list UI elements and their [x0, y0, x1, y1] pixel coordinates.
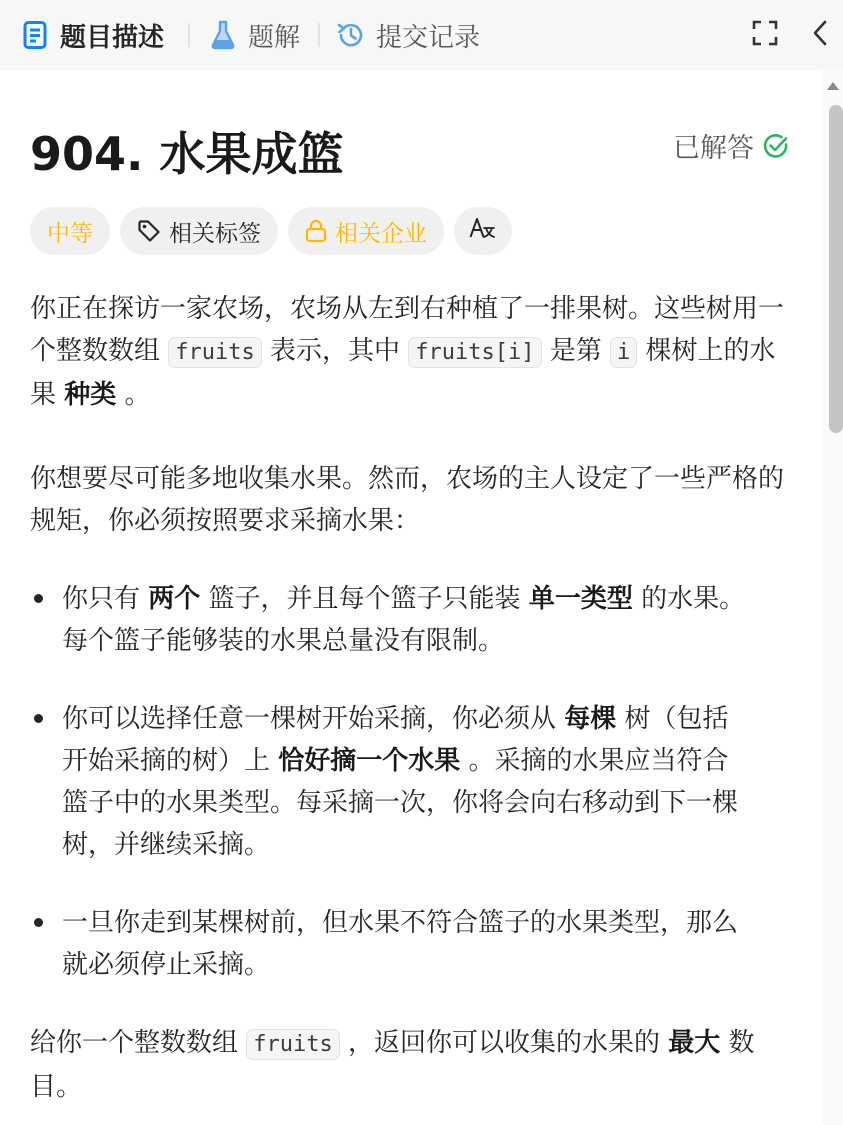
tab-solutions-label: 题解 — [248, 22, 301, 53]
text: 树（包括开始采摘的树）上 — [62, 704, 729, 776]
bold-text: 最大 — [668, 1028, 721, 1058]
tab-solutions[interactable] — [208, 0, 300, 70]
text: 棵树上的水果 — [30, 336, 776, 410]
scroll-up-arrow[interactable] — [827, 82, 839, 90]
topics-tag-button[interactable] — [120, 207, 278, 255]
text: 的水果。每个篮子能够装的水果总量没有限制。 — [62, 584, 746, 656]
bold-text: 单一类型 — [528, 584, 633, 614]
translate-button[interactable] — [454, 207, 512, 255]
difficulty-label: 中等 — [47, 220, 93, 247]
text: 。采摘的水果应当符合篮子中的水果类型。每采摘一次，你将会向右移动到下一棵树，并继续采摘。 — [62, 746, 739, 860]
document-icon — [20, 20, 50, 50]
text: 篮子，并且每个篮子只能装 — [200, 584, 529, 614]
companies-tag-label: 相关企业 — [335, 220, 427, 247]
list-item: 一旦你走到某棵树前，但水果不符合篮子的水果类型，那么就必须停止采摘。 — [30, 902, 750, 986]
tab-submissions[interactable] — [336, 0, 480, 70]
bold-text: 每棵 — [564, 704, 617, 734]
problem-title[interactable]: 904. 水果成篮 — [30, 127, 344, 181]
inline-code: i — [610, 337, 637, 368]
problem-description — [30, 288, 800, 1108]
check-circle-icon — [762, 132, 790, 160]
list-item — [30, 578, 750, 662]
flask-icon — [208, 20, 238, 50]
inline-code: fruits — [168, 337, 261, 368]
tab-description-label: 题目描述 — [60, 22, 165, 53]
inline-code: fruits[i] — [408, 337, 541, 368]
history-icon — [336, 20, 366, 50]
text: 你正在探访一家农场，农场从左到右种植了一排果树。这些树用一个整数数组 — [30, 294, 785, 366]
tab-divider — [188, 23, 190, 47]
rules-list — [30, 578, 800, 986]
fullscreen-button[interactable] — [747, 17, 783, 53]
text: 你可以选择任意一棵树开始采摘，你必须从 — [62, 704, 565, 734]
topics-tag-label: 相关标签 — [169, 220, 261, 247]
text: ，返回你可以收集的水果的 — [339, 1028, 669, 1058]
chevron-left-icon — [812, 20, 828, 50]
solved-status-label: 已解答 — [673, 133, 754, 164]
expand-icon — [752, 20, 778, 50]
tab-bar — [0, 0, 843, 70]
bold-text: 恰好摘一个水果 — [278, 746, 461, 776]
tab-description[interactable] — [20, 0, 164, 70]
tag-icon — [137, 219, 161, 243]
description-paragraph — [30, 1022, 800, 1108]
description-paragraph — [30, 288, 800, 416]
tab-submissions-label: 提交记录 — [376, 22, 481, 53]
bold-text: 两个 — [148, 584, 201, 614]
translate-icon — [469, 216, 497, 246]
collapse-panel-button[interactable] — [802, 17, 838, 53]
list-item — [30, 698, 750, 866]
inline-code: fruits — [246, 1029, 339, 1060]
bold-text: 种类 — [64, 380, 117, 410]
text: 数目。 — [30, 1028, 755, 1102]
text: 你只有 — [62, 584, 149, 614]
text: 。 — [116, 380, 151, 410]
description-paragraph: 你想要尽可能多地收集水果。然而，农场的主人设定了一些严格的规矩，你必须按照要求采摘水果： — [30, 464, 785, 536]
scrollbar-thumb[interactable] — [829, 105, 843, 433]
tag-row — [30, 207, 512, 255]
text: 是第 — [541, 336, 611, 366]
solved-status — [673, 126, 790, 165]
text: 给你一个整数数组 — [30, 1028, 247, 1058]
tab-divider — [318, 23, 320, 47]
lock-icon — [305, 219, 327, 243]
text: 表示，其中 — [261, 336, 409, 366]
companies-tag-button[interactable] — [288, 207, 444, 255]
difficulty-badge — [30, 207, 110, 255]
